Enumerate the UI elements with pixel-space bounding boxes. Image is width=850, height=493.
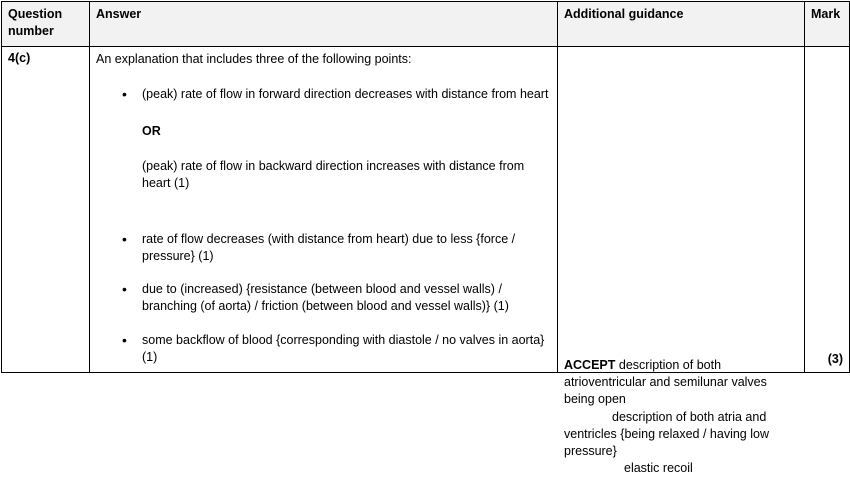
column-header-mark: Mark	[805, 2, 850, 47]
cell-mark	[805, 46, 850, 372]
guidance-accept-line	[564, 357, 800, 409]
cell-question-number: 4(c)	[2, 46, 90, 372]
point-or-label: OR	[142, 123, 161, 138]
accept-label: ACCEPT	[564, 357, 616, 372]
bullet-icon: •	[122, 230, 127, 247]
list-item	[96, 231, 551, 266]
column-header-question-number: Question number	[2, 2, 90, 47]
accept-text: description of both atrioventricular and semilunar valves being open	[564, 357, 767, 407]
point-text: rate of flow decreases (with distance from heart) due to less {force / pressure} (1)	[142, 231, 516, 263]
guidance-block	[564, 357, 800, 478]
point-text: due to (increased) {resistance (between blood and vessel walls) / branching (of aorta) / friction (between blood and vessel walls)} (1)	[142, 282, 509, 314]
cell-answer	[90, 46, 558, 372]
point-alternative-text: (peak) rate of flow in backward direction increases with distance from heart (1)	[142, 159, 525, 191]
table-row	[2, 46, 850, 372]
mark-value: (3)	[827, 352, 843, 367]
mark-scheme-table	[1, 1, 850, 476]
list-item	[96, 86, 551, 215]
table-body	[2, 46, 850, 476]
column-header-answer: Answer	[90, 2, 558, 47]
list-item	[96, 332, 551, 367]
guidance-line-3: elastic recoil	[624, 461, 693, 476]
point-text: (peak) rate of flow in forward direction decreases with distance from heart	[142, 86, 549, 101]
table-header	[2, 2, 850, 47]
column-header-additional-guidance: Additional guidance	[558, 2, 805, 47]
bullet-icon: •	[122, 85, 127, 102]
point-text: some backflow of blood {corresponding with diastole / no valves in aorta} (1)	[142, 332, 545, 364]
answer-point-list	[96, 86, 551, 367]
bullet-icon: •	[122, 331, 127, 348]
spacer	[142, 193, 551, 215]
guidance-line-2: description of both atria and ventricles {being relaxed / having low pressure}	[564, 409, 769, 458]
list-item	[96, 281, 551, 316]
table-header-row	[2, 2, 850, 47]
bullet-icon: •	[122, 281, 127, 298]
answer-stem: An explanation that includes three of the following points:	[96, 51, 412, 66]
cell-additional-guidance	[558, 46, 805, 476]
